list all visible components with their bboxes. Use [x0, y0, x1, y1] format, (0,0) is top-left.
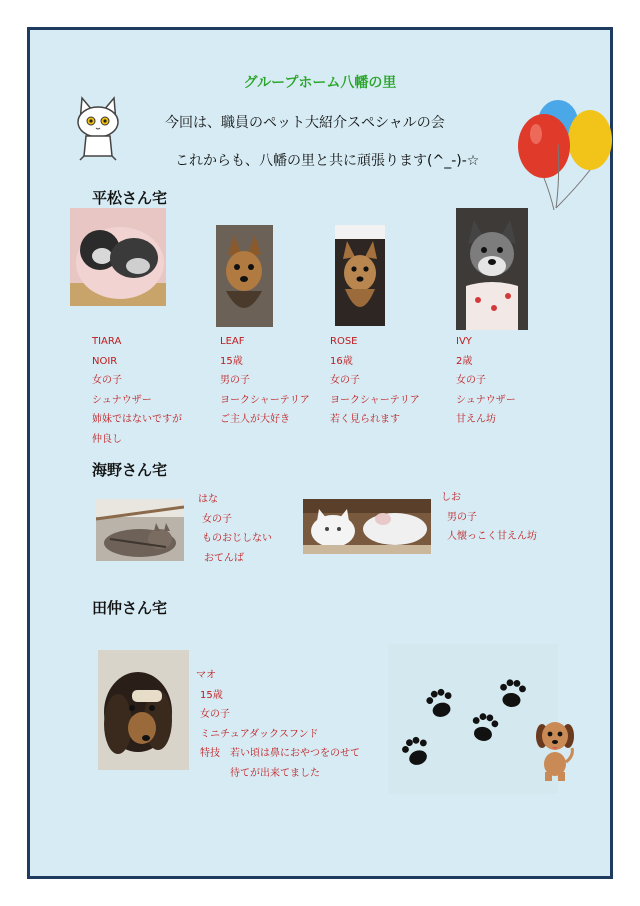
pet-name: LEAF — [220, 336, 245, 347]
pet-name: TIARA — [92, 336, 122, 347]
pet-name: IVY — [456, 336, 472, 347]
balloons-illustration — [510, 98, 614, 216]
pet-info-mao — [196, 666, 360, 783]
pet-sex: 男の子 — [220, 375, 250, 386]
cat-photo-shio — [303, 499, 431, 554]
pet-sex: 女の子 — [92, 375, 122, 386]
pet-note: 甘えん坊 — [456, 414, 496, 425]
pet-name: ROSE — [330, 336, 358, 347]
pet-note: ものおじしない — [202, 533, 272, 544]
pet-sex: 男の子 — [447, 511, 477, 523]
pet-name: しお — [441, 492, 461, 503]
pet-info-shio — [441, 488, 537, 547]
pet-name: マオ — [196, 670, 216, 681]
dog-photo-ivy — [456, 208, 528, 330]
pet-breed: シュナウザー — [92, 394, 152, 406]
pet-note: おてんば — [204, 552, 244, 564]
paw-prints-illustration — [388, 644, 558, 794]
pet-age: 16歳 — [330, 355, 353, 367]
dog-photo-mao — [98, 650, 189, 770]
section-title-umino: 海野さん宅 — [92, 461, 168, 479]
pet-age: 2歳 — [456, 355, 473, 367]
pet-info-rose — [330, 332, 420, 430]
pet-info-hana — [198, 490, 272, 568]
pet-note: 人懐っこく甘えん坊 — [447, 531, 537, 542]
pet-name: NOIR — [92, 355, 118, 367]
pet-note: ご主人が大好き — [220, 414, 290, 425]
pet-note: 仲良し — [92, 433, 122, 445]
pet-sex: 女の子 — [200, 709, 230, 720]
dog-photo-tiara-noir — [70, 208, 166, 306]
pet-breed: ヨークシャーテリア — [330, 394, 420, 406]
pet-breed: ミニチュアダックスフンド — [200, 728, 319, 740]
section-title-hiramatsu: 平松さん宅 — [92, 189, 168, 207]
intro-text: 今回は、職員のペット大紹介スペシャルの会 — [165, 115, 445, 131]
flyer-page — [27, 27, 613, 879]
pet-sex: 女の子 — [456, 375, 486, 386]
page-title: グループホーム八幡の里 — [243, 75, 397, 91]
pet-info-leaf — [220, 332, 310, 430]
section-title-tanaka: 田仲さん宅 — [92, 599, 168, 617]
pet-age: 15歳 — [220, 355, 243, 367]
dog-photo-leaf — [216, 225, 273, 327]
pet-note: 待てが出来てました — [200, 767, 320, 779]
cartoon-dog-illustration — [534, 718, 576, 782]
pet-breed: ヨークシャーテリア — [220, 394, 310, 406]
pet-note: 特技 若い頃は鼻におやつをのせて — [200, 748, 360, 759]
pet-note: 若く見られます — [330, 414, 400, 425]
pet-age: 15歳 — [200, 689, 223, 701]
pet-name: はな — [198, 494, 218, 505]
pet-info-tiara-noir — [92, 332, 182, 449]
pet-sex: 女の子 — [330, 375, 360, 386]
pet-note: 姉妹ではないですが — [92, 414, 182, 425]
motto-text: これからも、八幡の里と共に頑張ります(^_-)-☆ — [175, 153, 480, 169]
cat-photo-hana — [96, 499, 184, 561]
pet-sex: 女の子 — [202, 513, 232, 525]
pet-breed: シュナウザー — [456, 394, 516, 406]
dog-photo-rose — [335, 225, 385, 326]
pet-info-ivy — [456, 332, 516, 430]
cat-illustration — [70, 92, 126, 162]
